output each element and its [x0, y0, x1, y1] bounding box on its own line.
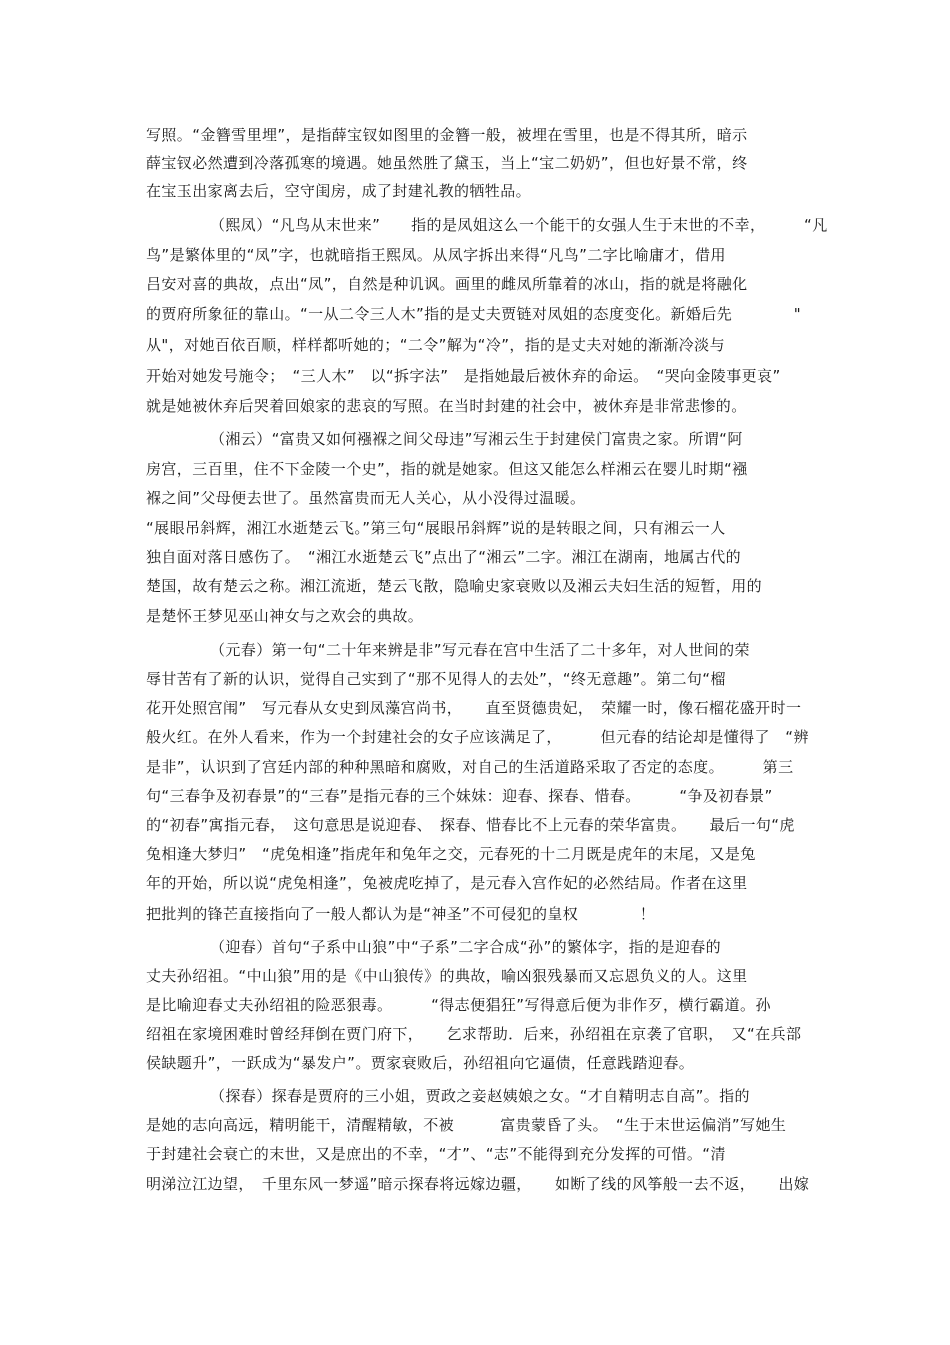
text-line: 薛宝钗必然遭到冷落孤寒的境遇。她虽然胜了黛玉，当上“宝二奶奶”，但也好景不常，终 [146, 154, 748, 172]
text-line: 把批判的锋芒直接指向了一般人都认为是“神圣”不可侵犯的皇权 ！ [146, 905, 656, 923]
text-line: （元春）第一句“二十年来辨是非”写元春在宫中生活了二十多年，对人世间的荣 [210, 641, 750, 659]
text-line: 侯缺题升”，一跃成为“暴发户”。贾家衰败后，孙绍祖向它逼债，任意践踏迎春。 [146, 1054, 695, 1072]
text-line: （探春）探春是贾府的三小姐，贾政之妾赵姨娘之女。“才自精明志自高”。指的 [210, 1087, 750, 1105]
text-line: 开始对她发号施令； “三人木” 以“拆字法” 是指她最后被休弃的命运。 “哭向金陵事更哀” [146, 367, 781, 385]
text-line: 兔相逢大梦归” “虎兔相逢”指虎年和兔年之交，元春死的十二月既是虎年的末尾，又是兔 [146, 845, 756, 863]
text-line: 年的开始，所以说“虎兔相逢”，兔被虎吃掉了，是元春入宫作妃的必然结局。作者在这里 [146, 874, 748, 892]
text-line: （湘云）“富贵又如何襁褓之间父母违”写湘云生于封建侯门富贵之家。所谓“阿 [210, 430, 743, 448]
text-line: 是非”，认识到了宫廷内部的种种黑暗和腐败，对自己的生活道路采取了否定的态度。 第三 [146, 758, 794, 776]
text-line: 于封建社会衰亡的末世，又是庶出的不幸，“才”、“志”不能得到充分发挥的可惜。“清 [146, 1145, 726, 1163]
text-line: 褓之间”父母便去世了。虽然富贵而无人关心，从小没得过温暖。 [146, 489, 586, 507]
text-line: 就是她被休弃后哭着回娘家的悲哀的写照。在当时封建的社会中，被休弃是非常悲惨的。 [146, 397, 747, 415]
text-line: （熙凤）“凡鸟从末世来” 指的是凤姐这么一个能干的女强人生于末世的不幸， “凡 [210, 216, 828, 234]
text-line: 写照。“金簪雪里埋”，是指薛宝钗如图里的金簪一般，被埋在雪里，也是不得其所，暗示 [146, 126, 748, 144]
text-line: 楚国，故有楚云之称。湘江流逝，楚云飞散，隐喻史家衰败以及湘云夫妇生活的短暂，用的 [146, 577, 763, 595]
text-line: 辱甘苦有了新的认识，觉得自己实到了“那不见得人的去处”，“终无意趣”。第二句“榴 [146, 670, 726, 688]
text-line: 般火红。在外人看来，作为一个封建社会的女子应该满足了， 但元春的结论却是懂得了 “辨 [146, 728, 809, 746]
text-line: 明涕泣江边望， 千里东风一梦遥”暗示探春将远嫁边疆， 如断了线的风筝般一去不返， 出嫁 [146, 1175, 810, 1193]
text-line: “展眼吊斜辉，湘江水逝楚云飞。”第三句“展眼吊斜辉”说的是转眼之间，只有湘云一人 [146, 519, 726, 537]
text-line: 的“初春”寓指元春， 这句意思是说迎春、 探春、惜春比不上元春的荣华富贵。 最后一句“虎 [146, 816, 795, 834]
text-line: 鸟”是繁体里的“凤”字，也就暗指王熙凤。从凤字拆出来得“凡鸟”二字比喻庸才，借用 [146, 246, 726, 264]
text-line: 独自面对落日感伤了。 “湘江水逝楚云飞”点出了“湘云”二字。湘江在湖南，地属古代的 [146, 548, 741, 566]
text-line: 句“三春争及初春景”的“三春”是指元春的三个妹妹：迎春、探春、惜春。 “争及初春景” [146, 787, 773, 805]
text-line: 丈夫孙绍祖。“中山狼”用的是《中山狼传》的典故，喻凶狠残暴而又忘恩负义的人。这里 [146, 967, 748, 985]
text-line: 吕安对喜的典故，点出“凤”，自然是种讥讽。画里的雌凤所靠着的冰山，指的就是将融化 [146, 275, 748, 293]
text-line: 是她的志向高远，精明能干，清醒精敏，不被 富贵蒙昏了头。 “生于末世运偏消”写她生 [146, 1116, 787, 1134]
text-line: 绍祖在家境困难时曾经拜倒在贾门府下， 乞求帮助．后来，孙绍祖在京袭了官职， 又“在兵部 [146, 1025, 802, 1043]
text-line: 花开处照宫闱” 写元春从女史到凤藻宫尚书， 直至贤德贵妃， 荣耀一时，像石榴花盛开时一 [146, 699, 802, 717]
text-line: 从"，对她百依百顺，样样都听她的；“二令”解为“冷”，指的是丈夫对她的渐渐冷淡与 [146, 336, 725, 354]
text-line: 在宝玉出家离去后，空守闺房，成了封建礼教的牺牲品。 [146, 182, 532, 200]
text-line: 是楚怀王梦见巫山神女与之欢会的典故。 [146, 607, 424, 625]
text-line: 是比喻迎春丈夫孙绍祖的险恶狠毒。 “得志便猖狂”写得意后便为非作歹，横行霸道。孙 [146, 996, 771, 1014]
text-line: 的贾府所象征的靠山。“一从二令三人木”指的是丈夫贾链对凤姐的态度变化。新婚后先 " [146, 305, 802, 323]
text-line: （迎春）首句“子系中山狼”中“子系”二字合成“孙”的繁体字，指的是迎春的 [210, 938, 722, 956]
text-line: 房宫，三百里，住不下金陵一个史”，指的就是她家。但这又能怎么样湘云在婴儿时期“襁 [146, 460, 748, 478]
